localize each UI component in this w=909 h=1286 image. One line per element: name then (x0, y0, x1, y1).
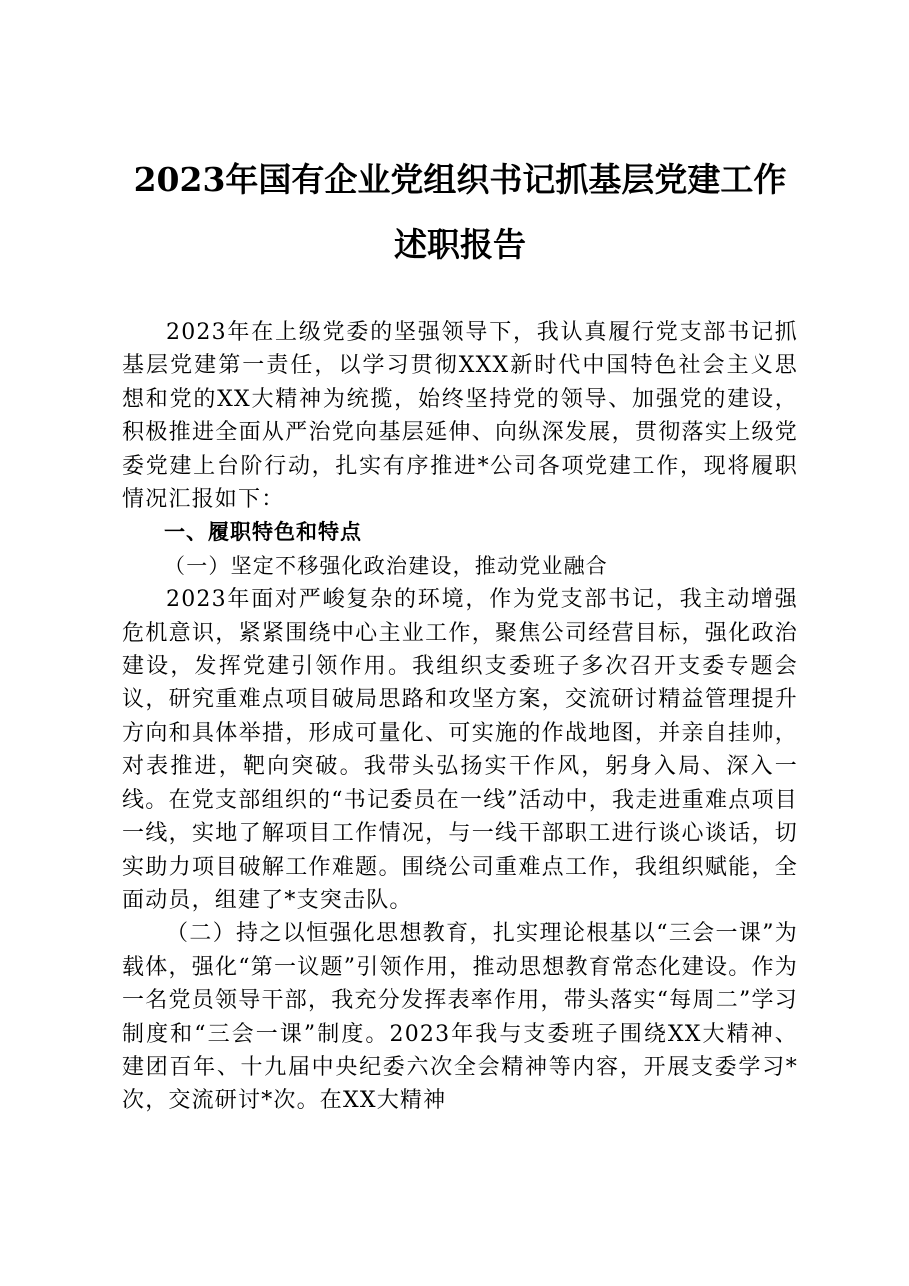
subsection-heading: （一）坚定不移强化政治建设，推动党业融合 (164, 553, 608, 578)
body-paragraph: 2023年面对严峻复杂的环境，作为党支部书记，我主动增强危机意识，紧紧围绕中心主业工作，聚焦公司经营目标，强化政治建设，发挥党建引领作用。我组织支委班子多次召开支委专题会议，研究重难点项目破局思路和攻坚方案，交流研讨精益管理提升方向和具体举措，形成可量化、可实施的作战地图，并亲自挂帅，对表推进，靶向突破。我带头弘扬实干作风，躬身入局、深入一线。在党支部组织的“书记委员在一线”活动中，我走进重难点项目一线，实地了解项目工作情况，与一线干部职工进行谈心谈话，切实助力项目破解工作难题。围绕公司重难点工作，我组织赋能，全面动员，组建了*支突击队。 (122, 587, 798, 913)
section-heading: 一、履职特色和特点 (164, 520, 362, 545)
document-body (122, 316, 798, 1118)
document-title-line-2: 述职报告 (394, 225, 526, 264)
intro-paragraph: 2023年在上级党委的坚强领导下，我认真履行党支部书记抓基层党建第一责任，以学习贯彻XXX新时代中国特色社会主义思想和党的XX大精神为统揽，始终坚持党的领导、加强党的建设，积极推进全面从严治党向基层延伸、向纵深发展，贯彻落实上级党委党建上台阶行动，扎实有序推进*公司各项党建工作，现将履职情况汇报如下： (122, 320, 798, 513)
document-title-line-1: 2023年国有企业党组织书记抓基层党建工作 (133, 160, 787, 199)
body-paragraph: （二）持之以恒强化思想教育，扎实理论根基以“三会一课”为载体，强化“第一议题”引领作用，推动思想教育常态化建设。作为一名党员领导干部，我充分发挥表率作用，带头落实“每周二”学习制度和“三会一课”制度。2023年我与支委班子围绕XX大精神、建团百年、十九届中央纪委六次全会精神等内容，开展支委学习*次，交流研讨*次。在XX大精神 (122, 921, 798, 1114)
